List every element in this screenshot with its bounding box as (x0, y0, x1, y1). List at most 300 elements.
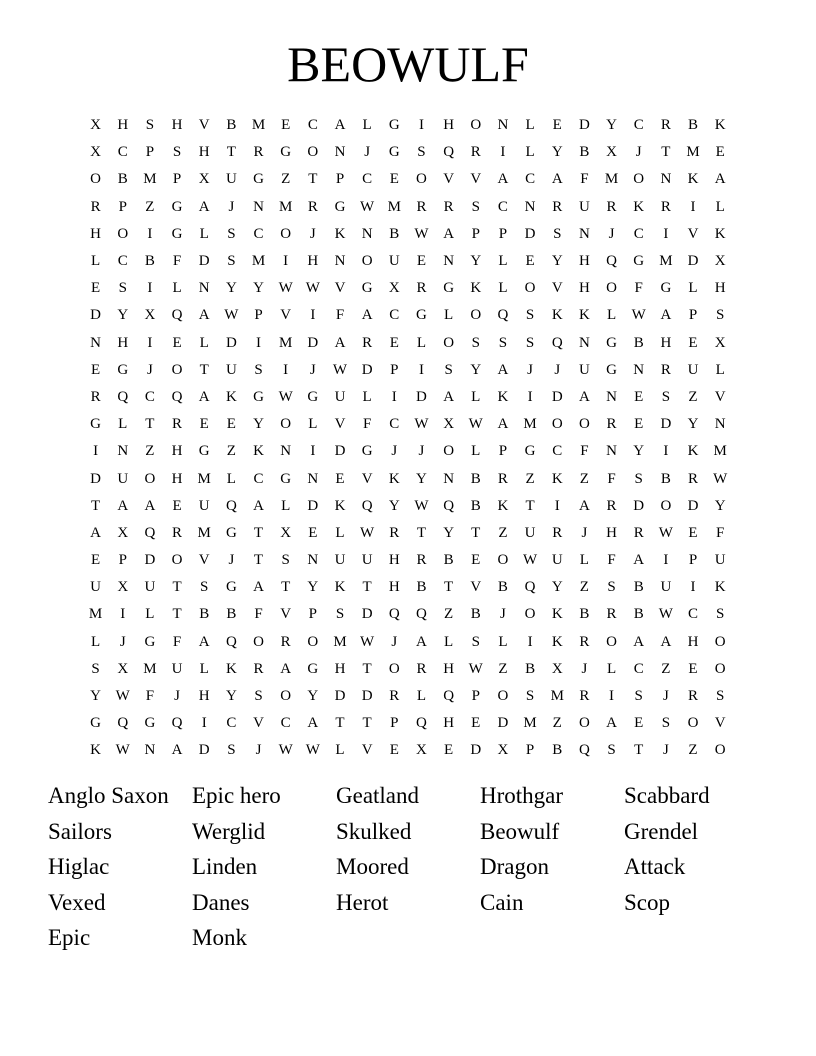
grid-letter: H (198, 144, 210, 161)
grid-letter: T (172, 579, 182, 596)
grid-letter: C (633, 225, 644, 242)
grid-letter: B (525, 660, 536, 677)
grid-row (82, 139, 734, 166)
grid-letter: I (256, 334, 262, 351)
grid-letter: A (497, 171, 509, 188)
word-list-item: Hrothgar (480, 783, 564, 808)
grid-letter: Y (551, 253, 563, 270)
grid-letter: F (634, 280, 643, 297)
word-list-item: Grendel (624, 818, 699, 844)
grid-letter: U (714, 552, 726, 569)
grid-letter: J (255, 742, 262, 759)
grid-letter: O (280, 688, 292, 705)
grid-letter: O (443, 334, 455, 351)
grid-letter: Z (444, 606, 454, 623)
grid-letter: R (470, 144, 481, 161)
grid-letter: O (606, 633, 617, 650)
grid-letter: L (498, 633, 508, 650)
grid-letter: X (714, 253, 726, 270)
grid-letter: I (527, 388, 533, 405)
grid-letter: I (663, 443, 669, 460)
grid-letter: T (444, 579, 454, 596)
grid-letter: S (716, 688, 725, 705)
grid-letter: L (525, 117, 535, 134)
grid-letter: S (525, 688, 535, 705)
grid-letter: U (90, 579, 101, 596)
grid-letter: A (714, 171, 726, 188)
grid-letter: Q (606, 253, 617, 270)
grid-letter: U (225, 171, 237, 188)
grid-letter: F (580, 171, 589, 188)
grid-letter: G (280, 470, 292, 487)
grid-row (82, 248, 734, 275)
grid-letter: Q (144, 524, 156, 541)
grid-letter: C (389, 416, 400, 433)
grid-letter: Q (225, 633, 237, 650)
grid-letter: M (686, 144, 700, 161)
grid-letter: W (278, 742, 293, 759)
grid-letter: L (362, 117, 372, 134)
grid-row (82, 275, 734, 302)
grid-letter: K (90, 742, 101, 759)
grid-letter: X (117, 579, 129, 596)
grid-letter: I (147, 280, 153, 297)
grid-letter: O (280, 416, 292, 433)
grid-letter: K (578, 307, 590, 324)
grid-letter: S (471, 198, 480, 215)
grid-letter: E (688, 660, 698, 677)
grid-letter: O (714, 633, 726, 650)
grid-letter: Q (388, 606, 400, 623)
grid-letter: A (578, 497, 590, 514)
grid-letter: Z (498, 524, 508, 541)
grid-letter: Q (171, 388, 183, 405)
grid-row (82, 302, 734, 329)
grid-letter: N (144, 742, 156, 759)
grid-letter: P (471, 225, 480, 242)
grid-letter: J (119, 633, 126, 650)
grid-letter: N (633, 361, 645, 378)
grid-letter: I (391, 388, 397, 405)
grid-letter: D (307, 334, 319, 351)
grid-letter: S (525, 334, 535, 351)
grid-letter: L (525, 144, 535, 161)
grid-row (82, 112, 734, 139)
grid-letter: Z (281, 171, 291, 188)
grid-letter: G (606, 334, 617, 351)
grid-letter: G (144, 715, 156, 732)
grid-letter: J (554, 361, 561, 378)
grid-letter: F (716, 524, 725, 541)
grid-letter: I (663, 552, 669, 569)
word-list-item: Werglid (192, 818, 266, 844)
grid-letter: Y (253, 416, 264, 433)
grid-letter: C (362, 171, 373, 188)
grid-letter: P (172, 171, 182, 188)
grid-letter: S (607, 579, 616, 596)
grid-letter: M (604, 171, 619, 188)
grid-letter: G (660, 280, 672, 297)
grid-letter: R (443, 198, 454, 215)
grid-letter: S (335, 606, 345, 623)
grid-letter: O (280, 225, 292, 242)
grid-letter: O (253, 633, 264, 650)
grid-letter: V (280, 307, 292, 324)
grid-letter: V (714, 715, 726, 732)
grid-letter: Z (688, 742, 698, 759)
grid-letter: Y (714, 497, 726, 514)
grid-letter: G (90, 715, 101, 732)
grid-letter: W (115, 688, 130, 705)
grid-letter: C (633, 660, 644, 677)
grid-letter: I (283, 253, 289, 270)
grid-letter: L (199, 225, 209, 242)
grid-letter: V (443, 171, 455, 188)
grid-letter: K (497, 497, 509, 514)
grid-letter: C (497, 198, 508, 215)
grid-letter: L (335, 524, 345, 541)
grid-letter: A (198, 633, 210, 650)
grid-row (82, 547, 734, 574)
grid-letter: Z (145, 443, 155, 460)
grid-letter: J (608, 225, 615, 242)
grid-letter: O (714, 660, 726, 677)
grid-row (82, 737, 734, 764)
grid-letter: A (253, 579, 264, 596)
grid-letter: A (171, 742, 183, 759)
grid-letter: B (144, 253, 155, 270)
grid-letter: T (253, 524, 264, 541)
grid-letter: R (389, 524, 400, 541)
grid-letter: U (578, 361, 590, 378)
grid-letter: U (388, 253, 400, 270)
grid-letter: K (714, 117, 726, 134)
grid-letter: R (253, 660, 264, 677)
grid-letter: M (251, 117, 266, 134)
grid-letter: G (225, 579, 237, 596)
grid-letter: T (634, 742, 644, 759)
grid-letter: A (198, 388, 210, 405)
grid-letter: M (659, 253, 673, 270)
grid-letter: D (416, 388, 427, 405)
grid-letter: G (307, 660, 319, 677)
grid-letter: T (416, 524, 427, 541)
grid-letter: A (90, 524, 101, 541)
grid-letter: W (522, 552, 538, 569)
grid-letter: G (117, 361, 129, 378)
grid-letter: Q (361, 497, 373, 514)
word-list-item: Higlac (48, 854, 110, 880)
grid-letter: J (581, 660, 588, 677)
grid-letter: P (498, 225, 508, 242)
grid-letter: J (527, 361, 533, 378)
grid-letter: U (171, 660, 183, 677)
grid-letter: S (172, 144, 182, 161)
grid-letter: K (225, 660, 237, 677)
grid-letter: T (362, 660, 372, 677)
grid-letter: O (497, 688, 509, 705)
grid-letter: L (416, 688, 427, 705)
grid-letter: G (334, 198, 346, 215)
grid-letter: O (606, 280, 617, 297)
grid-letter: D (361, 606, 373, 623)
grid-letter: H (307, 253, 319, 270)
grid-letter: D (90, 307, 101, 324)
grid-letter: W (713, 470, 728, 487)
grid-letter: G (388, 144, 400, 161)
grid-letter: E (90, 280, 101, 297)
grid-letter: A (280, 660, 292, 677)
grid-letter: U (524, 524, 536, 541)
grid-letter: I (93, 443, 99, 460)
grid-letter: R (606, 606, 617, 623)
grid-letter: L (498, 280, 508, 297)
grid-letter: S (227, 253, 236, 270)
grid-letter: A (578, 388, 590, 405)
grid-letter: N (497, 117, 509, 134)
grid-letter: X (443, 416, 455, 433)
grid-letter: E (471, 552, 481, 569)
grid-letter: L (471, 388, 481, 405)
grid-letter: V (470, 171, 482, 188)
grid-letter: H (606, 524, 617, 541)
grid-letter: O (524, 606, 536, 623)
grid-letter: S (118, 280, 127, 297)
grid-letter: G (361, 280, 373, 297)
grid-letter: J (309, 225, 316, 242)
grid-letter: A (660, 307, 672, 324)
grid-letter: R (660, 117, 671, 134)
grid-letter: N (280, 443, 292, 460)
grid-letter: U (578, 198, 590, 215)
grid-letter: W (414, 225, 429, 242)
grid-letter: W (658, 606, 673, 623)
grid-letter: O (687, 715, 699, 732)
grid-letter: J (391, 633, 398, 650)
grid-letter: J (635, 144, 642, 161)
grid-letter: B (226, 606, 237, 623)
grid-letter: J (146, 361, 153, 378)
grid-letter: H (687, 633, 699, 650)
grid-letter: L (715, 198, 725, 215)
grid-letter: O (307, 144, 319, 161)
grid-letter: F (254, 606, 263, 623)
grid-letter: P (118, 552, 127, 569)
grid-letter: Y (633, 443, 645, 460)
grid-letter: H (171, 117, 183, 134)
grid-letter: O (470, 117, 482, 134)
grid-letter: G (171, 198, 183, 215)
grid-row (82, 520, 734, 547)
grid-letter: C (525, 171, 536, 188)
grid-letter: O (633, 171, 645, 188)
grid-letter: I (418, 117, 424, 134)
grid-letter: B (470, 606, 481, 623)
grid-letter: E (90, 552, 101, 569)
grid-letter: A (361, 307, 373, 324)
grid-letter: I (201, 715, 207, 732)
grid-letter: Z (552, 715, 562, 732)
grid-letter: N (307, 552, 319, 569)
word-list-item: Scabbard (624, 783, 710, 808)
grid-letter: T (362, 715, 372, 732)
grid-letter: L (715, 361, 725, 378)
grid-letter: K (388, 470, 400, 487)
grid-letter: W (224, 307, 239, 324)
grid-letter: X (551, 660, 563, 677)
grid-letter: S (254, 688, 263, 705)
grid-row (82, 194, 734, 221)
grid-letter: T (525, 497, 535, 514)
grid-letter: K (687, 443, 699, 460)
grid-letter: S (607, 742, 616, 759)
grid-letter: P (525, 742, 535, 759)
grid-letter: R (416, 280, 427, 297)
grid-letter: M (523, 715, 537, 732)
grid-letter: P (390, 361, 399, 378)
grid-letter: U (361, 552, 373, 569)
grid-row (82, 221, 734, 248)
grid-letter: P (308, 606, 317, 623)
grid-letter: O (307, 633, 319, 650)
grid-letter: U (334, 388, 346, 405)
grid-letter: R (497, 470, 508, 487)
grid-letter: S (471, 633, 480, 650)
grid-letter: S (200, 579, 209, 596)
grid-letter: A (144, 497, 156, 514)
grid-letter: T (226, 144, 236, 161)
grid-letter: J (391, 443, 398, 460)
grid-letter: A (307, 715, 319, 732)
word-list-item: Anglo Saxon (48, 783, 169, 808)
grid-letter: O (90, 171, 101, 188)
word-list-item: Vexed (48, 889, 106, 915)
grid-letter: B (226, 117, 237, 134)
grid-letter: R (606, 198, 617, 215)
grid-letter: C (253, 225, 264, 242)
grid-letter: L (199, 334, 209, 351)
grid-letter: V (334, 280, 346, 297)
grid-letter: L (606, 660, 617, 677)
grid-letter: F (172, 253, 182, 270)
grid-letter: K (253, 443, 264, 460)
grid-letter: K (334, 497, 346, 514)
grid-letter: L (281, 497, 291, 514)
grid-letter: K (551, 307, 563, 324)
grid-letter: A (497, 361, 509, 378)
grid-letter: M (143, 660, 157, 677)
grid-letter: R (688, 470, 699, 487)
grid-letter: A (198, 198, 210, 215)
grid-letter: S (417, 144, 426, 161)
grid-letter: D (144, 552, 156, 569)
grid-letter: L (145, 606, 155, 623)
grid-letter: W (414, 497, 429, 514)
grid-letter: E (389, 334, 399, 351)
grid-letter: N (714, 416, 726, 433)
grid-letter: U (551, 552, 563, 569)
grid-letter: K (714, 225, 726, 242)
grid-letter: E (416, 253, 427, 270)
grid-letter: R (90, 388, 101, 405)
grid-row (82, 357, 734, 384)
grid-letter: D (687, 497, 699, 514)
grid-letter: R (688, 688, 699, 705)
grid-letter: U (144, 579, 156, 596)
word-list-item: Cain (480, 889, 524, 915)
grid-letter: E (471, 715, 481, 732)
grid-letter: B (443, 552, 454, 569)
grid-letter: Q (171, 715, 183, 732)
grid-letter: G (90, 416, 101, 433)
word-list-item: Epic hero (192, 783, 281, 808)
grid-letter: V (551, 280, 563, 297)
grid-letter: I (283, 361, 289, 378)
grid-letter: A (660, 633, 672, 650)
grid-letter: L (444, 633, 454, 650)
grid-letter: O (714, 742, 726, 759)
grid-letter: G (144, 633, 156, 650)
grid-letter: B (199, 606, 210, 623)
grid-letter: W (305, 280, 320, 297)
grid-letter: M (523, 416, 537, 433)
grid-letter: D (470, 742, 482, 759)
grid-letter: O (470, 307, 482, 324)
grid-letter: S (634, 688, 643, 705)
grid-letter: L (90, 253, 101, 270)
grid-letter: J (662, 688, 669, 705)
grid-letter: S (281, 552, 290, 569)
grid-letter: S (227, 742, 236, 759)
grid-letter: F (172, 633, 182, 650)
grid-letter: R (307, 198, 318, 215)
grid-letter: E (172, 334, 182, 351)
grid-letter: Z (498, 660, 508, 677)
grid-letter: Y (606, 117, 617, 134)
page-title: BEOWULF (287, 36, 529, 92)
grid-letter: B (416, 579, 427, 596)
grid-letter: W (468, 416, 483, 433)
grid-letter: P (390, 715, 399, 732)
grid-letter: W (278, 280, 293, 297)
grid-letter: C (117, 144, 128, 161)
grid-letter: L (416, 334, 427, 351)
grid-letter: S (634, 470, 643, 487)
grid-row (82, 330, 734, 357)
grid-letter: J (228, 198, 235, 215)
grid-letter: M (550, 688, 564, 705)
grid-letter: I (120, 606, 126, 623)
grid-letter: N (334, 253, 346, 270)
grid-letter: Z (145, 198, 155, 215)
grid-letter: N (334, 144, 346, 161)
grid-letter: N (578, 225, 590, 242)
grid-letter: B (688, 117, 699, 134)
grid-letter: T (253, 552, 264, 569)
grid-letter: X (416, 742, 427, 759)
grid-row (82, 166, 734, 193)
grid-letter: G (388, 117, 400, 134)
grid-letter: T (308, 171, 318, 188)
grid-letter: G (171, 225, 183, 242)
grid-row (82, 601, 734, 628)
grid-letter: C (307, 117, 318, 134)
grid-letter: R (552, 198, 563, 215)
grid-letter: E (226, 416, 236, 433)
grid-letter: A (633, 552, 645, 569)
grid-letter: T (362, 579, 372, 596)
grid-letter: F (607, 552, 616, 569)
